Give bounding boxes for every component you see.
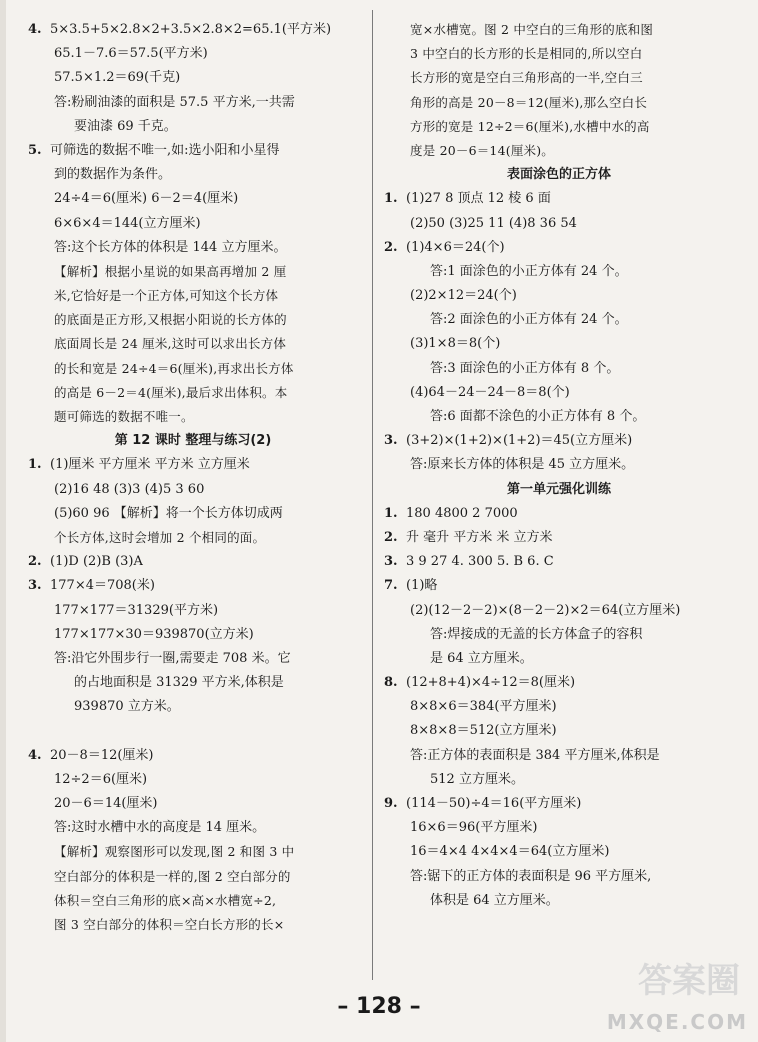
line-text: 答:6 面都不涂色的小正方体有 8 个。	[430, 409, 646, 424]
line-text: 12÷2＝6(厘米)	[54, 771, 148, 787]
answer-line	[384, 816, 734, 840]
line-text: 答:正方体的表面积是 384 平方厘米,体积是	[410, 747, 660, 763]
question-line	[28, 453, 358, 477]
answer-line	[28, 91, 358, 115]
line-text: 答:2 面涂色的小正方体有 24 个。	[430, 312, 628, 328]
line-text: (1)4×6＝24(个)	[406, 239, 505, 255]
question-number: 1.	[384, 505, 398, 521]
answer-line	[28, 840, 358, 864]
question-line	[384, 526, 734, 550]
question-number: 8.	[384, 675, 398, 691]
line-text: 答:原来长方体的体积是 45 立方厘米。	[410, 457, 635, 473]
answer-line	[28, 913, 358, 937]
line-text: (3+2)×(1+2)×(1+2)＝45(立方厘米)	[406, 433, 633, 449]
question-line	[384, 792, 734, 816]
question-line	[384, 187, 734, 211]
line-text: 177×177×30＝939870(立方米)	[54, 626, 254, 642]
line-text: 角形的高是 20－8＝12(厘米),那么空白长	[410, 94, 648, 110]
line-text: (2)16 48 (3)3 (4)5 3 60	[54, 481, 205, 497]
answer-line	[384, 623, 734, 647]
line-text: 【解析】观察图形可以发现,图 2 和图 3 中	[54, 844, 295, 860]
line-text: 的底面是正方形,又根据小阳说的长方体的	[54, 312, 287, 328]
line-text: 空白部分的体积是一样的,图 2 空白部分的	[54, 868, 291, 884]
line-text: 可筛选的数据不唯一,如:选小阳和小星得	[50, 142, 280, 158]
answer-line	[28, 284, 358, 308]
answer-line	[384, 42, 734, 66]
section-heading: 第 12 课时 整理与练习(2)	[114, 433, 272, 449]
line-text: 答:1 面涂色的小正方体有 24 个。	[430, 263, 628, 279]
line-text: 177×177＝31329(平方米)	[54, 602, 219, 618]
line-text: 20－6＝14(厘米)	[54, 796, 158, 811]
answer-line	[384, 889, 734, 913]
line-text: 6×6×4＝144(立方厘米)	[54, 215, 201, 231]
answer-line	[384, 453, 734, 477]
answer-line	[384, 66, 734, 90]
answer-line	[384, 405, 734, 429]
line-text: 答:沿它外围步行一圈,需要走 708 米。它	[54, 650, 291, 666]
line-text: 答:粉刷油漆的面积是 57.5 平方米,一共需	[54, 94, 295, 110]
question-line	[28, 744, 358, 768]
column-divider	[372, 10, 373, 980]
line-text: 米,它恰好是一个正方体,可知这个长方体	[54, 288, 279, 304]
line-text: 【解析】根据小星说的如果高再增加 2 厘	[54, 263, 287, 279]
answer-line	[28, 42, 358, 66]
line-text: 体积＝空白三角形的底×高×水槽宽÷2,	[54, 892, 277, 908]
line-text: (2)(12－2－2)×(8－2－2)×2＝64(立方厘米)	[410, 602, 681, 618]
question-number: 3.	[384, 433, 398, 449]
line-text: 图 3 空白部分的体积＝空白长方形的长×	[54, 916, 285, 932]
answer-line	[28, 865, 358, 889]
question-number: 7.	[384, 578, 398, 594]
question-line	[28, 139, 358, 163]
answer-line	[28, 792, 358, 816]
answer-line	[384, 260, 734, 284]
line-text: (5)60 96 【解析】将一个长方体切成两	[54, 505, 283, 521]
line-text: (2)2×12＝24(个)	[410, 288, 517, 304]
line-text: (4)64－24－24－8＝8(个)	[410, 384, 570, 400]
line-text: 8×8×8＝512(立方厘米)	[410, 723, 557, 739]
section-heading: 第一单元强化训练	[506, 481, 611, 497]
question-number: 5.	[28, 142, 42, 158]
question-number: 4.	[28, 22, 42, 37]
line-text: 65.1－7.6＝57.5(平方米)	[54, 46, 208, 62]
line-text: 8×8×6＝384(平方厘米)	[410, 699, 557, 715]
question-line	[384, 671, 734, 695]
line-text: (114－50)÷4＝16(平方厘米)	[406, 796, 582, 811]
question-line	[28, 18, 358, 42]
answer-line	[384, 719, 734, 743]
line-text: 长方形的宽是空白三角形高的一半,空白三	[410, 70, 643, 86]
answer-line	[28, 695, 358, 719]
line-text: (1)D (2)B (3)A	[50, 554, 143, 570]
answer-line	[28, 768, 358, 792]
answer-line	[28, 163, 358, 187]
answer-line	[28, 478, 358, 502]
question-line	[384, 429, 734, 453]
line-text: 的高是 6－2＝4(厘米),最后求出体积。本	[54, 384, 288, 400]
answer-line	[384, 768, 734, 792]
line-text: 57.5×1.2＝69(千克)	[54, 70, 181, 86]
question-number: 1.	[384, 191, 398, 207]
question-number: 2.	[384, 239, 398, 255]
answer-line	[384, 865, 734, 889]
answer-line	[28, 405, 358, 429]
line-text: 宽×水槽宽。图 2 中空白的三角形的底和图	[410, 22, 654, 37]
line-text: 3 中空白的长方形的长是相同的,所以空白	[410, 46, 643, 62]
line-text: 512 立方厘米。	[430, 771, 524, 787]
answer-line	[28, 308, 358, 332]
answer-line	[384, 308, 734, 332]
question-line	[28, 550, 358, 574]
question-number: 1.	[28, 457, 42, 473]
line-text: 答:焊接成的无盖的长方体盒子的容积	[430, 626, 643, 642]
right-column	[384, 18, 734, 913]
line-text: 177×4＝708(米)	[50, 578, 155, 594]
line-text: 的长和宽是 24÷4＝6(厘米),再求出长方体	[54, 360, 294, 376]
line-text: 939870 立方米。	[74, 699, 180, 715]
answer-line	[28, 115, 358, 139]
answer-line	[384, 381, 734, 405]
line-text: (1)27 8 顶点 12 棱 6 面	[406, 191, 551, 207]
answer-line	[384, 91, 734, 115]
scan-edge-left	[0, 0, 6, 1042]
answer-line	[28, 66, 358, 90]
question-line	[384, 550, 734, 574]
line-text: 3 9 27 4. 300 5. B 6. C	[406, 554, 554, 570]
watermark-text: MXQE.COM	[606, 1010, 748, 1034]
answer-line	[384, 284, 734, 308]
answer-line	[384, 840, 734, 864]
answer-line	[28, 647, 358, 671]
answer-line	[28, 357, 358, 381]
question-line	[384, 502, 734, 526]
answer-line	[28, 332, 358, 356]
answer-line	[384, 18, 734, 42]
line-text: (2)50 (3)25 11 (4)8 36 54	[410, 215, 577, 231]
line-text: (1)厘米 平方厘米 平方米 立方厘米	[50, 457, 250, 473]
answer-line	[28, 381, 358, 405]
answer-line	[384, 139, 734, 163]
section-heading: 表面涂色的正方体	[506, 167, 611, 183]
line-text: 16×6＝96(平方厘米)	[410, 820, 538, 836]
line-text: (1)略	[406, 578, 438, 594]
line-text: 方形的宽是 12÷2＝6(厘米),水槽中水的高	[410, 118, 650, 134]
answer-line	[28, 623, 358, 647]
line-text: 24÷4＝6(厘米) 6－2＝4(厘米)	[54, 191, 239, 207]
line-text: 180 4800 2 7000	[406, 505, 518, 521]
answer-line	[384, 599, 734, 623]
question-line	[28, 574, 358, 598]
page-number: – 128 –	[337, 994, 421, 1019]
answer-line	[384, 695, 734, 719]
answer-line	[28, 671, 358, 695]
line-text: 的占地面积是 31329 平方米,体积是	[74, 675, 284, 691]
question-number: 3.	[28, 578, 42, 594]
left-column	[28, 18, 358, 937]
answer-line	[28, 719, 358, 743]
line-text: (3)1×8＝8(个)	[410, 336, 501, 352]
line-text: 升 毫升 平方米 米 立方米	[406, 529, 553, 545]
line-text: (12+8+4)×4÷12＝8(厘米)	[406, 675, 576, 691]
question-number: 2.	[384, 529, 398, 545]
line-text: 答:锯下的正方体的表面积是 96 平方厘米,	[410, 868, 652, 884]
line-text: 要油漆 69 千克。	[74, 118, 177, 134]
answer-line	[28, 212, 358, 236]
answer-line	[384, 744, 734, 768]
answer-line	[384, 647, 734, 671]
line-text: 答:这个长方体的体积是 144 立方厘米。	[54, 239, 287, 255]
line-text: 5×3.5+5×2.8×2+3.5×2.8×2=65.1(平方米)	[50, 22, 332, 37]
question-line	[384, 574, 734, 598]
question-number: 3.	[384, 554, 398, 570]
line-text: 度是 20－6＝14(厘米)。	[410, 142, 554, 158]
line-text: 体积是 64 立方厘米。	[430, 892, 559, 908]
line-text: 16＝4×4 4×4×4＝64(立方厘米)	[410, 844, 610, 860]
question-number: 4.	[28, 747, 42, 763]
line-text: 是 64 立方厘米。	[430, 650, 533, 666]
watermark-logo: 答案圈	[638, 961, 740, 1001]
line-text: 题可筛选的数据不唯一。	[54, 409, 194, 424]
line-text: 个长方体,这时会增加 2 个相同的面。	[54, 529, 266, 545]
answer-line	[384, 212, 734, 236]
line-text: 答:这时水槽中水的高度是 14 厘米。	[54, 820, 266, 836]
answer-line	[28, 526, 358, 550]
line-text: 底面周长是 24 厘米,这时可以求出长方体	[54, 336, 287, 352]
answer-line	[28, 816, 358, 840]
answer-line	[384, 115, 734, 139]
answer-line	[28, 187, 358, 211]
line-text: 答:3 面涂色的小正方体有 8 个。	[430, 360, 620, 376]
line-text: 20－8＝12(厘米)	[50, 747, 154, 763]
answer-line	[384, 332, 734, 356]
answer-line	[28, 260, 358, 284]
answer-line	[28, 889, 358, 913]
question-number: 9.	[384, 796, 398, 811]
answer-line	[28, 502, 358, 526]
line-text: 到的数据作为条件。	[54, 167, 172, 183]
answer-line	[28, 236, 358, 260]
question-number: 2.	[28, 554, 42, 570]
answer-line	[384, 357, 734, 381]
question-line	[384, 236, 734, 260]
answer-line	[28, 599, 358, 623]
